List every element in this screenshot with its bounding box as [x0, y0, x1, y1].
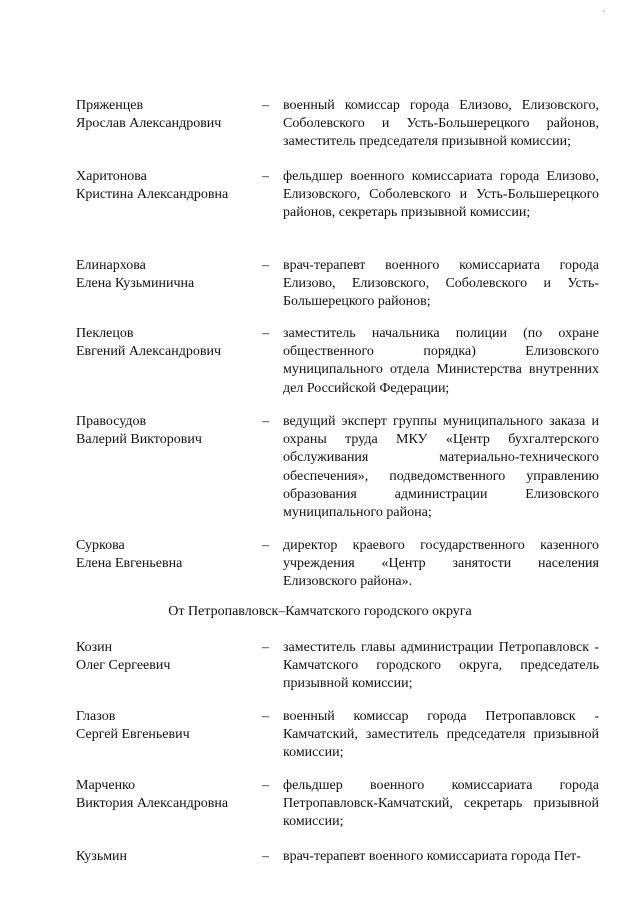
member-role: заместитель главы администрации Петропавловск - Камчатского городского округа, председатель призывной комиссии; — [283, 640, 599, 692]
member-role: фельдшер военного комиссариата города Елизово, Елизовского, Соболевского и Усть-Большерецкого районов, секретарь призывной комиссии; — [283, 169, 599, 221]
separator-dash: – — [262, 258, 269, 273]
separator-dash: – — [262, 709, 269, 724]
separator-dash: – — [262, 538, 269, 553]
member-name: Елинархова Елена Кузьминична — [76, 258, 195, 291]
member-role: врач-терапевт военного комиссариата города Елизово, Елизовского, Соболевского и Усть-Большерецкого районов; — [283, 258, 599, 310]
section-heading: От Петропавловск–Камчатского городского округа — [168, 604, 472, 619]
member-name: Пряженцев Ярослав Александрович — [76, 98, 222, 131]
member-name: Козин Олег Сергеевич — [76, 640, 171, 673]
separator-dash: – — [262, 849, 269, 864]
member-role: военный комиссар города Петропавловск - Камчатский, заместитель председателя призывной комиссии; — [283, 709, 599, 761]
member-name: Правосудов Валерий Викторович — [76, 414, 202, 447]
member-role: заместитель начальника полиции (по охране общественного порядка) Елизовского муниципального отдела Министерства внутренних дел Российской Федерации; — [283, 326, 599, 396]
corner-mark: ` — [602, 10, 606, 21]
member-role: директор краевого государственного казенного учреждения «Центр занятости населения Елизовского района». — [283, 538, 599, 590]
member-name: Харитонова Кристина Александровна — [76, 169, 229, 202]
member-name: Кузьмин — [76, 849, 128, 864]
member-name: Суркова Елена Евгеньевна — [76, 538, 183, 571]
separator-dash: – — [262, 326, 269, 341]
member-role: ведущий эксперт группы муниципального заказа и охраны труда МКУ «Центр бухгалтерского обслуживания материально-технического обеспечения», подведомственного управлению образования администрации Елизовского муниципального района; — [283, 414, 599, 521]
member-role: врач-терапевт военного комиссариата города Пет- — [283, 849, 581, 864]
separator-dash: – — [262, 414, 269, 429]
member-role: военный комиссар города Елизово, Елизовского, Соболевского и Усть-Большерецкого районов, заместитель председателя призывной комиссии; — [283, 98, 599, 150]
member-name: Глазов Сергей Евгеньевич — [76, 709, 190, 742]
member-role: фельдшер военного комиссариата города Петропавловск-Камчатский, секретарь призывной комиссии; — [283, 778, 599, 830]
separator-dash: – — [262, 169, 269, 184]
separator-dash: – — [262, 778, 269, 793]
member-name: Марченко Виктория Александровна — [76, 778, 229, 811]
separator-dash: – — [262, 640, 269, 655]
member-name: Пеклецов Евгений Александрович — [76, 326, 222, 359]
separator-dash: – — [262, 98, 269, 113]
